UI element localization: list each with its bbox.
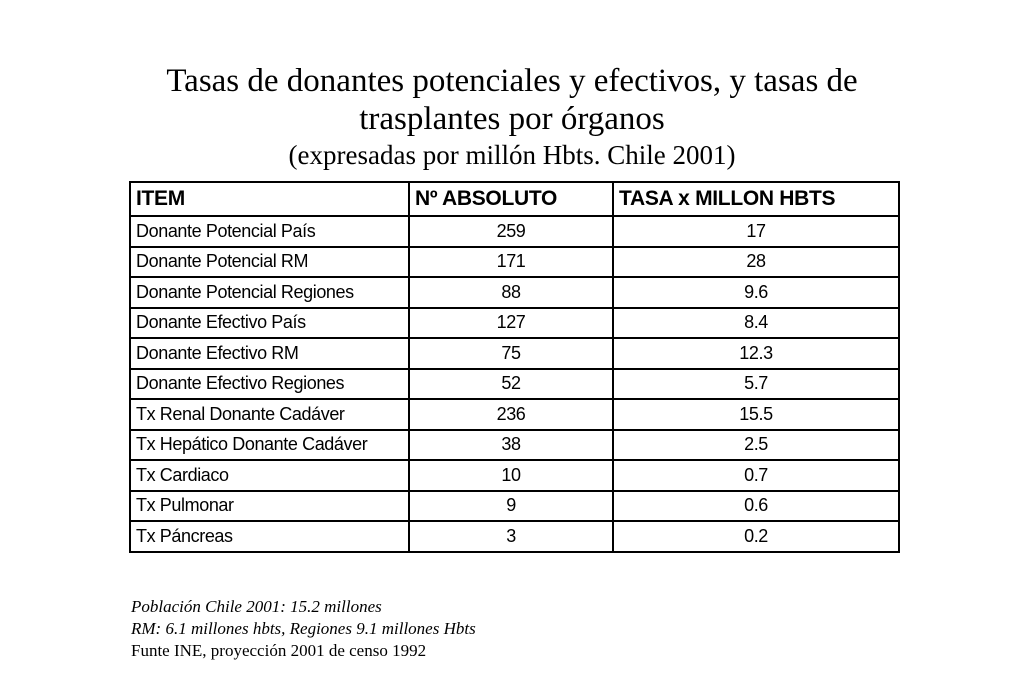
cell-tasa: 28 bbox=[613, 247, 899, 278]
page-title-line-2: trasplantes por órganos bbox=[359, 101, 665, 137]
cell-absoluto: 236 bbox=[409, 399, 613, 430]
table-row bbox=[130, 308, 899, 339]
table-row bbox=[130, 521, 899, 552]
cell-item: Donante Efectivo RM bbox=[130, 338, 409, 369]
table-row bbox=[130, 277, 899, 308]
table-row bbox=[130, 491, 899, 522]
note-rm-regiones: RM: 6.1 millones hbts, Regiones 9.1 millones Hbts bbox=[131, 619, 476, 638]
cell-absoluto: 9 bbox=[409, 491, 613, 522]
cell-absoluto: 75 bbox=[409, 338, 613, 369]
cell-item: Donante Efectivo País bbox=[130, 308, 409, 339]
cell-item: Tx Páncreas bbox=[130, 521, 409, 552]
table-body bbox=[130, 216, 899, 552]
cell-absoluto: 259 bbox=[409, 216, 613, 247]
cell-tasa: 8.4 bbox=[613, 308, 899, 339]
cell-tasa: 0.6 bbox=[613, 491, 899, 522]
cell-absoluto: 10 bbox=[409, 460, 613, 491]
cell-item: Donante Potencial País bbox=[130, 216, 409, 247]
note-fuente: Funte INE, proyección 2001 de censo 1992 bbox=[131, 641, 427, 660]
cell-item: Tx Hepático Donante Cadáver bbox=[130, 430, 409, 461]
header-absoluto: Nº ABSOLUTO bbox=[409, 182, 613, 216]
cell-item: Donante Potencial Regiones bbox=[130, 277, 409, 308]
cell-absoluto: 171 bbox=[409, 247, 613, 278]
cell-tasa: 0.2 bbox=[613, 521, 899, 552]
donor-rates-table bbox=[129, 181, 900, 553]
cell-absoluto: 127 bbox=[409, 308, 613, 339]
table-row bbox=[130, 369, 899, 400]
cell-tasa: 12.3 bbox=[613, 338, 899, 369]
page-title-line-1: Tasas de donantes potenciales y efectivos, y tasas de bbox=[166, 63, 858, 99]
cell-tasa: 2.5 bbox=[613, 430, 899, 461]
cell-absoluto: 52 bbox=[409, 369, 613, 400]
table-row bbox=[130, 460, 899, 491]
cell-item: Tx Cardiaco bbox=[130, 460, 409, 491]
table-row bbox=[130, 247, 899, 278]
cell-item: Donante Efectivo Regiones bbox=[130, 369, 409, 400]
cell-absoluto: 3 bbox=[409, 521, 613, 552]
header-tasa: TASA x MILLON HBTS bbox=[613, 182, 899, 216]
table-header-row bbox=[130, 182, 899, 216]
cell-tasa: 0.7 bbox=[613, 460, 899, 491]
cell-absoluto: 88 bbox=[409, 277, 613, 308]
cell-tasa: 17 bbox=[613, 216, 899, 247]
cell-tasa: 15.5 bbox=[613, 399, 899, 430]
footnotes bbox=[131, 596, 476, 662]
cell-item: Tx Renal Donante Cadáver bbox=[130, 399, 409, 430]
table-row bbox=[130, 216, 899, 247]
table-row bbox=[130, 399, 899, 430]
note-poblacion: Población Chile 2001: 15.2 millones bbox=[131, 597, 382, 616]
title-block bbox=[0, 62, 1024, 172]
cell-item: Donante Potencial RM bbox=[130, 247, 409, 278]
cell-absoluto: 38 bbox=[409, 430, 613, 461]
header-item: ITEM bbox=[130, 182, 409, 216]
page-subtitle: (expresadas por millón Hbts. Chile 2001) bbox=[288, 140, 736, 170]
table-row bbox=[130, 430, 899, 461]
cell-tasa: 5.7 bbox=[613, 369, 899, 400]
table-row bbox=[130, 338, 899, 369]
cell-tasa: 9.6 bbox=[613, 277, 899, 308]
cell-item: Tx Pulmonar bbox=[130, 491, 409, 522]
